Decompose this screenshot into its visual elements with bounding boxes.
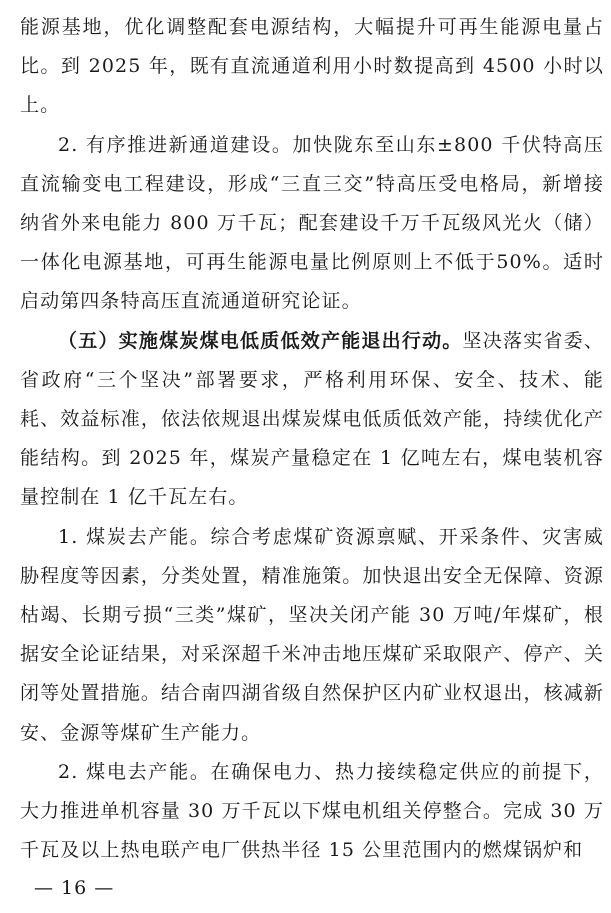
paragraph-new-channel: 2. 有序推进新通道建设。加快陇东至山东±800 千伏特高压直流输变电工程建设，形成“三直三交”特高压受电格局，新增接纳省外来电能力 800 万千瓦；配套建设千万千瓦级风光火（储）一体化电源基地，可再生能源电量比例原则上不低于50%。适时启动第四条特高压直流通道研究论证。: [20, 133, 604, 313]
section-body: 坚决落实省委、省政府“三个坚决”部署要求，严格利用环保、安全、技术、能耗、效益标准，依法依规退出煤炭煤电低质低效产能，持续优化产能结构。到 2025 年，煤炭产量稳定在 1 亿吨左右，煤电装机容量控制在 1 亿千瓦左右。: [20, 329, 604, 509]
document-page: [20, 8, 604, 870]
page-number: — 16 —: [34, 877, 115, 899]
paragraph-section-five: [20, 322, 604, 518]
paragraph-continuation: 能源基地，优化调整配套电源结构，大幅提升可再生能源电量占比。到 2025 年，既有直流通道利用小时数提高到 4500 小时以上。: [20, 16, 604, 117]
paragraph-coal-power-capacity: 2. 煤电去产能。在确保电力、热力接续稳定供应的前提下，大力推进单机容量 30 万千瓦以下煤电机组关停整合。完成 30 万千瓦及以上热电联产电厂供热半径 15 公里范围内的燃煤锅炉和: [20, 760, 604, 862]
section-heading: （五）实施煤炭煤电低质低效产能退出行动。: [58, 329, 463, 352]
paragraph-coal-capacity: 1. 煤炭去产能。综合考虑煤矿资源禀赋、开采条件、灾害威胁程度等因素，分类处置，精准施策。加快退出安全无保障、资源枯竭、长期亏损“三类”煤矿，坚决关闭产能 30 万吨/年煤矿，根据安全论证结果，对采深超千米冲击地压煤矿采取限产、停产、关闭等处置措施。结合南四湖省级自然保护区内矿业权退出，核减新安、金源等煤矿生产能力。: [20, 525, 604, 744]
